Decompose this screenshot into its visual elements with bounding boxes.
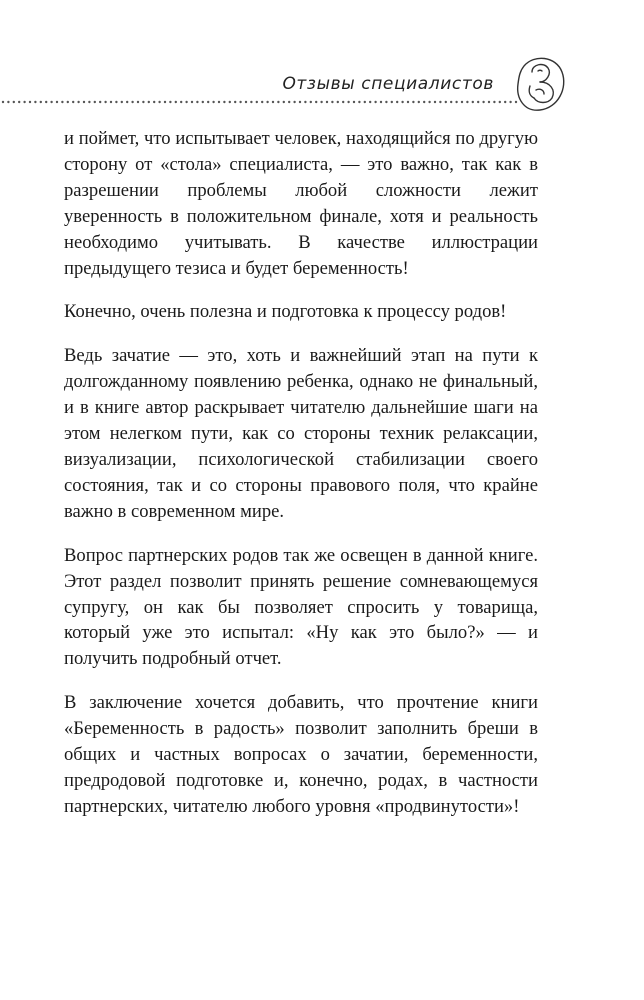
running-header	[0, 52, 644, 112]
paragraph: Вопрос партнерских родов так же освещен в данной книге. Этот раздел позволит принять решение сомневающемуся супругу, он как бы позволяет спросить у товарища, который уже это испытал: «Ну как это было?» — и получить подробный отчет.	[64, 544, 538, 670]
paragraph: и поймет, что испытывает человек, находящийся по другую сторону от «стола» специалиста, — это важно, так как в разрешении проблемы любой сложности лежит уверенность в положительном финале, хотя и реальность необходимо учитывать. В качестве иллюстрации предыдущего тезиса и будет беременность!	[64, 128, 538, 279]
embryo-icon	[510, 52, 570, 114]
dotted-rule	[0, 100, 520, 104]
page-body	[64, 126, 538, 838]
paragraph: Конечно, очень полезна и подготовка к процессу родов!	[64, 301, 507, 323]
paragraph: Ведь зачатие — это, хоть и важнейший этап на пути к долгожданному появлению ребенка, однако не финальный, и в книге автор раскрывает читателю дальнейшие шаги на этом нелегком пути, как со стороны техник релаксации, визуализации, психологической стабилизации своего состояния, так и со стороны правового поля, что крайне важно в современном мире.	[64, 345, 538, 522]
paragraph: В заключение хочется добавить, что прочтение книги «Беременность в радость» позволит заполнить бреши в общих и частных вопросах о зачатии, беременности, предродовой подготовке и, конечно, родах, в частности партнерских, читателю любого уровня «продвинутости»!	[64, 692, 538, 817]
section-title: Отзывы специалистов	[282, 74, 494, 94]
